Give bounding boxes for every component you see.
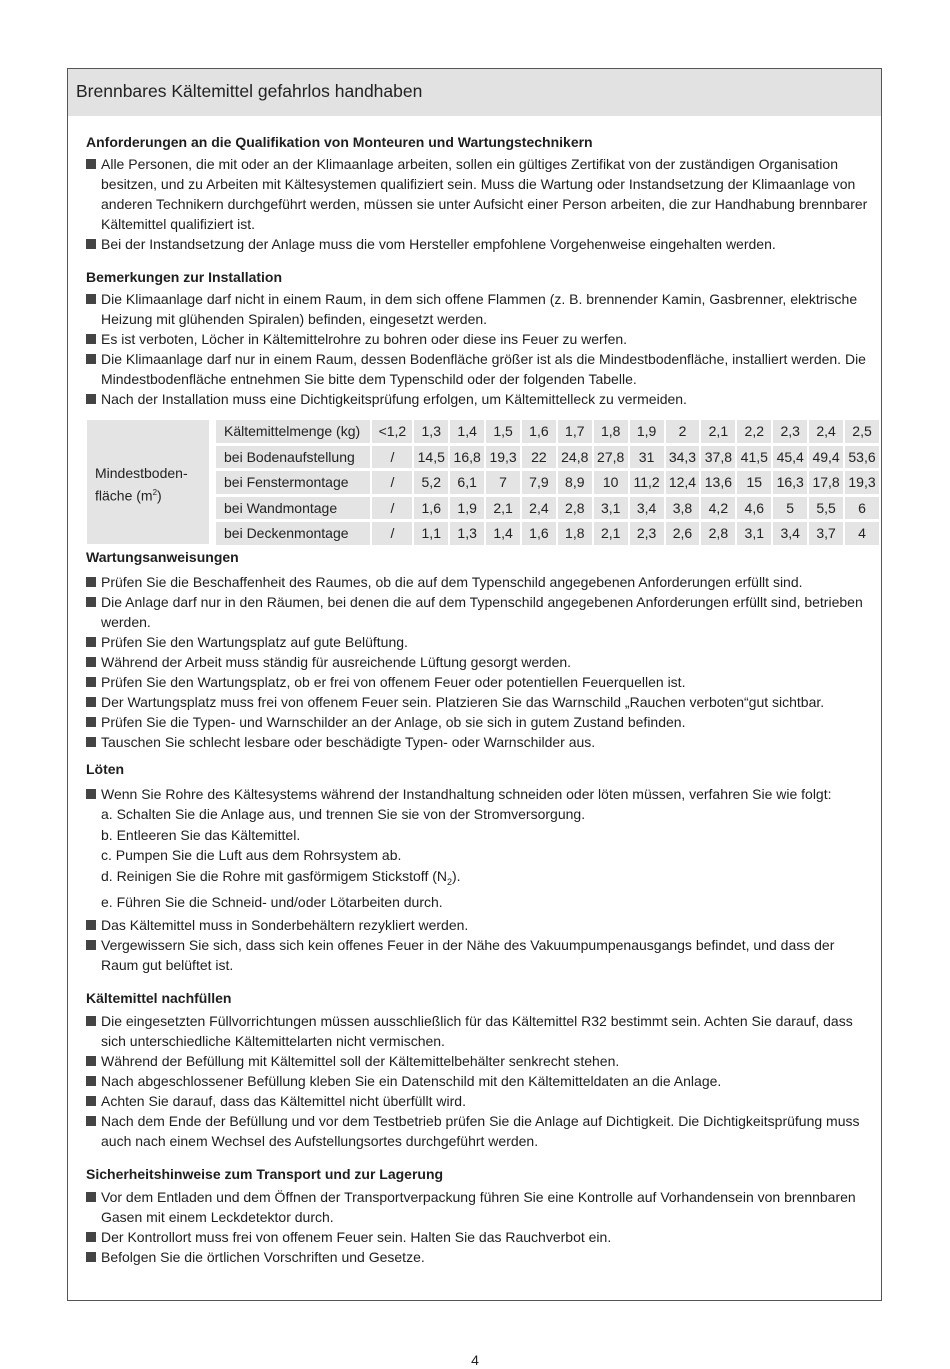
table-cell: 2,3 xyxy=(630,522,666,545)
square-bullet-icon xyxy=(86,1096,96,1106)
min-floor-area-table xyxy=(86,420,881,548)
table-cell: 2,1 xyxy=(594,522,630,545)
table-cell: 27,8 xyxy=(594,446,630,469)
square-bullet-icon xyxy=(86,717,96,727)
table-cell: 1,6 xyxy=(522,522,558,545)
table-cell: / xyxy=(372,446,414,469)
table-cell: 10 xyxy=(594,471,630,494)
list-item: Der Kontrollort muss frei von offenem Feuer sein. Halten Sie das Rauchverbot ein. xyxy=(86,1227,881,1247)
table-cell: 2,4 xyxy=(522,497,558,520)
list-item: Die Klimaanlage darf nur in einem Raum, dessen Bodenfläche größer ist als die Mindestbodenfläche, installiert werden. Die Mindestbodenfläche entnehmen Sie bitte dem Typenschild oder der folgenden Tabelle. xyxy=(86,349,881,389)
table-cell: 3,4 xyxy=(630,497,666,520)
list-item: Während der Befüllung mit Kältemittel soll der Kältemittelbehälter senkrecht stehen. xyxy=(86,1051,881,1071)
maintenance-title: Wartungsanweisungen xyxy=(86,549,239,565)
table-cell: 1,3 xyxy=(450,522,486,545)
table-row xyxy=(216,446,881,469)
table-cell: 5,5 xyxy=(809,497,845,520)
table-cell: 5 xyxy=(773,497,809,520)
table-cell: 19,3 xyxy=(486,446,522,469)
table-cell: 8,9 xyxy=(558,471,594,494)
row-label: bei Bodenaufstellung xyxy=(216,446,372,469)
square-bullet-icon xyxy=(86,677,96,687)
content-body xyxy=(68,116,881,1267)
list-item: Der Wartungsplatz muss frei von offenem Feuer sein. Platzieren Sie das Warnschild „Rauchen verboten“gut sichtbar. xyxy=(86,692,881,712)
list-item: Achten Sie darauf, dass das Kältemittel nicht überfüllt wird. xyxy=(86,1091,881,1111)
table-cell: 37,8 xyxy=(701,446,737,469)
list-item: Bei der Instandsetzung der Anlage muss die vom Hersteller empfohlene Vorgehenweise eingehalten werden. xyxy=(86,234,881,254)
table-cell: 1,7 xyxy=(558,420,594,443)
floor-area-grid xyxy=(216,417,881,548)
square-bullet-icon xyxy=(86,294,96,304)
installation-title: Bemerkungen zur Installation xyxy=(86,269,283,285)
square-bullet-icon xyxy=(86,354,96,364)
row-label: bei Deckenmontage xyxy=(216,522,372,545)
table-cell: 4 xyxy=(845,522,881,545)
square-bullet-icon xyxy=(86,637,96,647)
list-item: Während der Arbeit muss ständig für ausreichende Lüftung gesorgt werden. xyxy=(86,652,881,672)
qualification-list xyxy=(86,154,881,254)
table-cell: 2,4 xyxy=(809,420,845,443)
transport-title: Sicherheitshinweise zum Transport und zur Lagerung xyxy=(86,1165,444,1182)
square-bullet-icon xyxy=(86,597,96,607)
table-row xyxy=(216,522,881,545)
table-cell: 41,5 xyxy=(737,446,773,469)
table-cell: 16,3 xyxy=(773,471,809,494)
square-bullet-icon xyxy=(86,1192,96,1202)
table-cell: 31 xyxy=(630,446,666,469)
table-cell: 1,8 xyxy=(594,420,630,443)
table-cell: 24,8 xyxy=(558,446,594,469)
list-item: Es ist verboten, Löcher in Kältemittelrohre zu bohren oder diese ins Feuer zu werfen. xyxy=(86,329,881,349)
step-item: a. Schalten Sie die Anlage aus, und trennen Sie sie von der Stromversorgung. xyxy=(101,806,586,822)
list-item: Vergewissern Sie sich, dass sich kein offenes Feuer in der Nähe des Vakuumpumpenausgangs befindet, und dass der Raum gut belüftet ist. xyxy=(86,935,881,975)
list-item: Prüfen Sie den Wartungsplatz auf gute Belüftung. xyxy=(86,632,881,652)
content-frame xyxy=(67,68,882,1301)
row-label: bei Fenstermontage xyxy=(216,471,372,494)
table-cell: 4,6 xyxy=(737,497,773,520)
transport-list xyxy=(86,1187,881,1267)
square-bullet-icon xyxy=(86,1232,96,1242)
table-cell: 1,9 xyxy=(450,497,486,520)
row-label: bei Wandmontage xyxy=(216,497,372,520)
step-item: b. Entleeren Sie das Kältemittel. xyxy=(101,826,301,843)
table-cell: 1,8 xyxy=(558,522,594,545)
table-cell: 45,4 xyxy=(773,446,809,469)
square-bullet-icon xyxy=(86,1076,96,1086)
square-bullet-icon xyxy=(86,940,96,950)
table-cell: 34,3 xyxy=(666,446,702,469)
table-cell: / xyxy=(372,497,414,520)
list-item: Prüfen Sie den Wartungsplatz, ob er frei von offenem Feuer oder potentiellen Feuerquellen ist. xyxy=(86,672,881,692)
square-bullet-icon xyxy=(86,737,96,747)
refill-list xyxy=(86,1011,881,1151)
soldering-title: Löten xyxy=(86,761,125,777)
square-bullet-icon xyxy=(86,1116,96,1126)
table-cell: 1,3 xyxy=(414,420,450,443)
table-cell: 2,5 xyxy=(845,420,881,443)
table-cell: 2,8 xyxy=(558,497,594,520)
table-row xyxy=(216,471,881,494)
table-cell: 3,7 xyxy=(809,522,845,545)
list-item: Tauschen Sie schlecht lesbare oder beschädigte Typen- oder Warnschilder aus. xyxy=(86,732,881,752)
table-cell: 15 xyxy=(737,471,773,494)
table-cell: 49,4 xyxy=(809,446,845,469)
table-cell: 22 xyxy=(522,446,558,469)
table-cell: 2,1 xyxy=(486,497,522,520)
table-cell: 1,4 xyxy=(450,420,486,443)
row-label: Kältemittelmenge (kg) xyxy=(216,420,372,443)
square-bullet-icon xyxy=(86,1252,96,1262)
list-item: Prüfen Sie die Beschaffenheit des Raumes, ob die auf dem Typenschild angegebenen Anforderungen erfüllt sind. xyxy=(86,572,881,592)
refill-title: Kältemittel nachfüllen xyxy=(86,989,232,1006)
list-item: Befolgen Sie die örtlichen Vorschriften und Gesetze. xyxy=(86,1247,881,1267)
page-number: 4 xyxy=(471,1352,479,1368)
table-cell: 2,6 xyxy=(666,522,702,545)
table-cell: 2,1 xyxy=(701,420,737,443)
list-item: Nach abgeschlossener Befüllung kleben Sie ein Datenschild mit den Kältemitteldaten an die Anlage. xyxy=(86,1071,881,1091)
table-cell: 1,1 xyxy=(414,522,450,545)
square-bullet-icon xyxy=(86,1056,96,1066)
table-cell: 6 xyxy=(845,497,881,520)
table-row-header: Mindestboden- fläche $(m^2)$ xyxy=(87,420,209,544)
square-bullet-icon xyxy=(86,239,96,249)
table-cell: 14,5 xyxy=(414,446,450,469)
table-cell: 3,1 xyxy=(594,497,630,520)
square-bullet-icon xyxy=(86,789,96,799)
table-cell: 1,6 xyxy=(522,420,558,443)
list-item: Nach der Installation muss eine Dichtigkeitsprüfung erfolgen, um Kältemittelleck zu vermeiden. xyxy=(86,389,881,409)
table-cell: 16,8 xyxy=(450,446,486,469)
table-cell: 53,6 xyxy=(845,446,881,469)
list-item: Prüfen Sie die Typen- und Warnschilder an der Anlage, ob sie sich in gutem Zustand befinden. xyxy=(86,712,881,732)
step-item: e. Führen Sie die Schneid- und/oder Lötarbeiten durch. xyxy=(101,894,443,910)
square-bullet-icon xyxy=(86,394,96,404)
list-item: Wenn Sie Rohre des Kältesystems während der Instandhaltung schneiden oder löten müssen, verfahren Sie wie folgt: a. Schalten Sie die Anlage aus, und trennen Sie sie von der Stromversorgung. b. Entleeren Sie das Kältemittel. c. Pumpen Sie die Luft aus dem Rohrsystem ab. d. Reinigen Sie die Rohre mit gasförmigem Stickstoff $(N_2)$. e. Führen Sie die Schneid- und/oder Lötarbeiten durch. xyxy=(86,784,881,913)
qualification-title: Anforderungen an die Qualifikation von Monteuren und Wartungstechnikern xyxy=(86,134,593,150)
square-bullet-icon xyxy=(86,920,96,930)
step-item: c. Pumpen Sie die Luft aus dem Rohrsystem ab. xyxy=(101,847,402,863)
square-bullet-icon xyxy=(86,159,96,169)
table-cell: 2,3 xyxy=(773,420,809,443)
list-item: Die Klimaanlage darf nicht in einem Raum, in dem sich offene Flammen (z. B. brennender Kamin, Gasbrenner, elektrische Heizung mit glühenden Spiralen) befinden, eingesetzt werden. xyxy=(86,289,881,329)
list-item: Nach dem Ende der Befüllung und vor dem Testbetrieb prüfen Sie die Anlage auf Dichtigkeit. Die Dichtigkeitsprüfung muss auch nach einem Wechsel des Aufstellungsortes durchgeführt werden. xyxy=(86,1111,881,1151)
table-cell: 1,4 xyxy=(486,522,522,545)
section-header xyxy=(68,69,881,116)
soldering-steps xyxy=(101,804,875,913)
table-cell: 5,2 xyxy=(414,471,450,494)
square-bullet-icon xyxy=(86,657,96,667)
table-cell: 3,1 xyxy=(737,522,773,545)
table-cell: 1,9 xyxy=(630,420,666,443)
table-cell: 7,9 xyxy=(522,471,558,494)
installation-list xyxy=(86,289,881,409)
square-bullet-icon xyxy=(86,1016,96,1026)
table-cell: 11,2 xyxy=(630,471,666,494)
list-item: Die eingesetzten Füllvorrichtungen müssen ausschließlich für das Kältemittel R32 bestimmt sein. Achten Sie darauf, dass sich unterschiedliche Kältemittelarten nicht vermischen. xyxy=(86,1011,881,1051)
soldering-list xyxy=(86,784,881,975)
list-item: Vor dem Entladen und dem Öffnen der Transportverpackung führen Sie eine Kontrolle auf Vorhandensein von brennbaren Gasen mit einem Leckdetektor durch. xyxy=(86,1187,881,1227)
square-bullet-icon xyxy=(86,577,96,587)
table-row xyxy=(216,420,881,443)
table-cell: 3,4 xyxy=(773,522,809,545)
table-cell: 13,6 xyxy=(701,471,737,494)
table-cell: / xyxy=(372,522,414,545)
maintenance-list xyxy=(86,572,881,752)
table-cell: <1,2 xyxy=(372,420,414,443)
step-item: d. Reinigen Sie die Rohre mit gasförmigem Stickstoff $(N_2)$. xyxy=(101,867,461,887)
table-cell: 19,3 xyxy=(845,471,881,494)
table-cell: 2,8 xyxy=(701,522,737,545)
table-cell: 2,2 xyxy=(737,420,773,443)
table-cell: 1,6 xyxy=(414,497,450,520)
square-bullet-icon xyxy=(86,334,96,344)
list-item: Die Anlage darf nur in den Räumen, bei denen die auf dem Typenschild angegebenen Anforderungen erfüllt sind, betrieben werden. xyxy=(86,592,881,632)
table-cell: 17,8 xyxy=(809,471,845,494)
table-cell: 7 xyxy=(486,471,522,494)
page-title: Brennbares Kältemittel gefahrlos handhaben xyxy=(76,81,423,101)
square-bullet-icon xyxy=(86,697,96,707)
table-cell: 4,2 xyxy=(701,497,737,520)
table-cell: 2 xyxy=(666,420,702,443)
list-item: Das Kältemittel muss in Sonderbehältern rezykliert werden. xyxy=(86,915,881,935)
table-cell: 6,1 xyxy=(450,471,486,494)
table-cell: 1,5 xyxy=(486,420,522,443)
list-item: Alle Personen, die mit oder an der Klimaanlage arbeiten, sollen ein gültiges Zertifikat von der zuständigen Organisation besitzen, und zu Arbeiten mit Kältesystemen qualifiziert sein. Muss die Wartung oder Instandsetzung der Klimaanlage von anderen Technikern durchgeführt werden, müssen sie unter Aufsicht einer Person arbeiten, die zur Handhabung brennbarer Kältemittel qualifiziert ist. xyxy=(86,154,881,234)
table-row xyxy=(216,497,881,520)
table-cell: / xyxy=(372,471,414,494)
table-cell: 12,4 xyxy=(666,471,702,494)
table-cell: 3,8 xyxy=(666,497,702,520)
